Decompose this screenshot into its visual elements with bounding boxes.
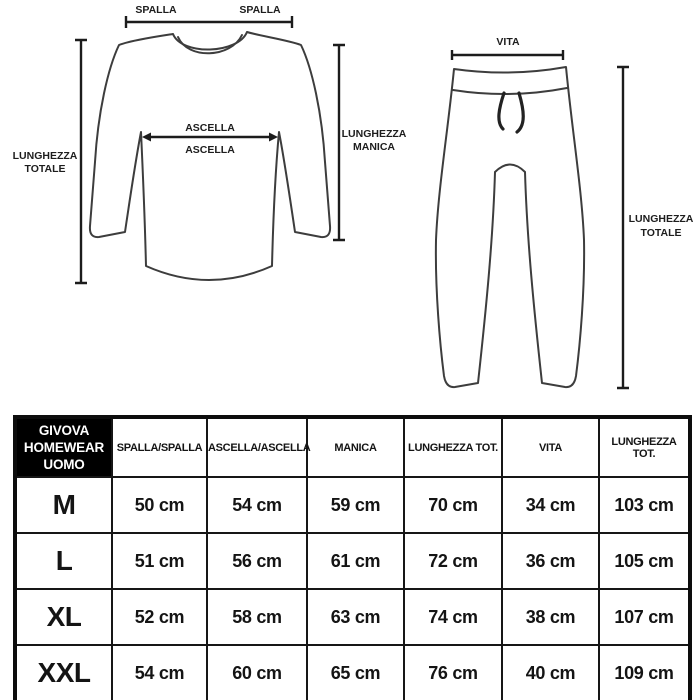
value-cell: 38 cm: [502, 589, 599, 645]
value-cell: 74 cm: [404, 589, 502, 645]
vita-measure-line: [452, 50, 563, 60]
size-table: [13, 415, 692, 700]
column-header-vita: VITA: [502, 417, 599, 477]
value-cell: 50 cm: [112, 477, 207, 533]
sleeve-length-label-line2: MANICA: [353, 141, 395, 153]
corner-title-line3: UOMO: [43, 457, 85, 473]
pants-total-length-label-line2: TOTALE: [640, 227, 682, 239]
value-cell: 65 cm: [307, 645, 404, 700]
pants-total-length-line: [617, 67, 629, 388]
table-row-l: [15, 533, 690, 589]
value-cell: 54 cm: [112, 645, 207, 700]
sweatshirt-diagram: [0, 0, 420, 400]
vita-label: VITA: [496, 36, 520, 48]
sleeve-length-line: [333, 45, 345, 240]
value-cell: 52 cm: [112, 589, 207, 645]
sleeve-length-label-line1: LUNGHEZZA: [341, 128, 407, 140]
spalla-label-left: SPALLA: [135, 4, 177, 16]
value-cell: 105 cm: [599, 533, 690, 589]
value-cell: 60 cm: [207, 645, 307, 700]
value-cell: 58 cm: [207, 589, 307, 645]
value-cell: 103 cm: [599, 477, 690, 533]
pants-diagram: [420, 0, 700, 400]
column-header-lunghezza-tot-shirt: LUNGHEZZA TOT.: [404, 417, 502, 477]
pants-outline: [436, 67, 584, 387]
value-cell: 61 cm: [307, 533, 404, 589]
value-cell: 70 cm: [404, 477, 502, 533]
value-cell: 54 cm: [207, 477, 307, 533]
shirt-total-length-label-line2: TOTALE: [24, 163, 66, 175]
column-header-spalla: SPALLA/SPALLA: [112, 417, 207, 477]
spalla-label-right: SPALLA: [239, 4, 281, 16]
value-cell: 34 cm: [502, 477, 599, 533]
table-header-row: [15, 417, 690, 477]
table-row-xl: [15, 589, 690, 645]
value-cell: 59 cm: [307, 477, 404, 533]
pants-total-length-label-line1: LUNGHEZZA: [628, 213, 694, 225]
column-header-lunghezza-tot-pants: LUNGHEZZA TOT.: [599, 417, 690, 477]
corner-title-line2: HOMEWEAR: [23, 439, 105, 455]
value-cell: 56 cm: [207, 533, 307, 589]
corner-title-line1: GIVOVA: [38, 422, 90, 438]
value-cell: 72 cm: [404, 533, 502, 589]
value-cell: 76 cm: [404, 645, 502, 700]
table-corner-title: [15, 417, 112, 477]
value-cell: 109 cm: [599, 645, 690, 700]
value-cell: 107 cm: [599, 589, 690, 645]
value-cell: 40 cm: [502, 645, 599, 700]
value-cell: 36 cm: [502, 533, 599, 589]
size-label: M: [15, 477, 112, 533]
size-label: XL: [15, 589, 112, 645]
shirt-total-length-label-line1: LUNGHEZZA: [12, 150, 78, 162]
sweatshirt-outline: [90, 32, 330, 280]
column-header-manica: MANICA: [307, 417, 404, 477]
table-row-m: [15, 477, 690, 533]
table-row-xxl: [15, 645, 690, 700]
value-cell: 63 cm: [307, 589, 404, 645]
size-label: XXL: [15, 645, 112, 700]
column-header-ascella: ASCELLA/ASCELLA: [207, 417, 307, 477]
ascella-label-bottom: ASCELLA: [185, 144, 235, 156]
spalla-measure-line: [126, 16, 292, 28]
ascella-label-top: ASCELLA: [185, 122, 235, 134]
size-label: L: [15, 533, 112, 589]
value-cell: 51 cm: [112, 533, 207, 589]
